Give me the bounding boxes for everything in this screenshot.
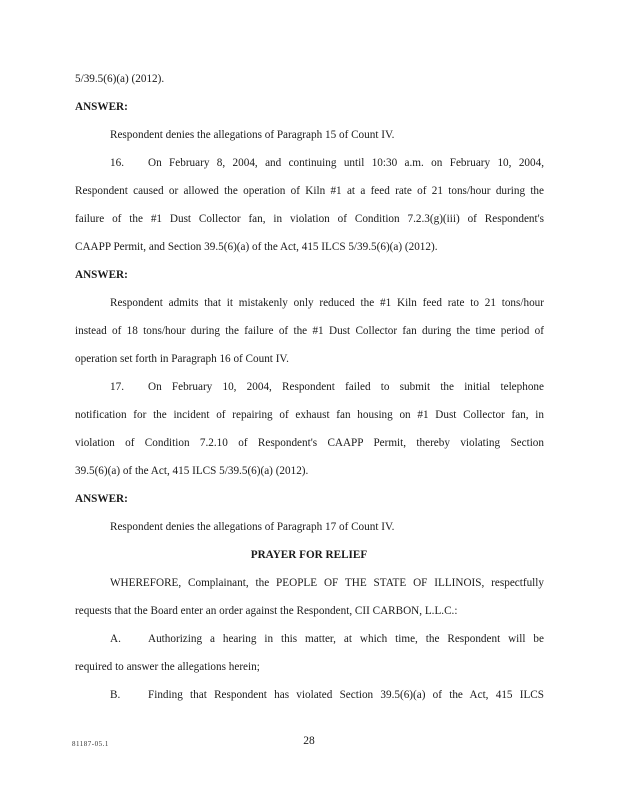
text-line: instead of 18 tons/hour during the failure of the #1 Dust Collector fan during the time period of — [75, 325, 544, 337]
document-id: 81187-05.1 — [72, 740, 109, 748]
text-line: CAAPP Permit, and Section 39.5(6)(a) of the Act, 415 ILCS 5/39.5(6)(a) (2012). — [75, 241, 438, 253]
answer-heading: ANSWER: — [75, 493, 128, 505]
text-line: requests that the Board enter an order against the Respondent, CII CARBON, L.L.C.: — [75, 605, 458, 617]
paragraph-number: 17. — [110, 381, 124, 393]
list-marker: B. — [110, 689, 121, 701]
section-heading: PRAYER FOR RELIEF — [250, 549, 368, 561]
text-line: Respondent admits that it mistakenly only reduced the #1 Kiln feed rate to 21 tons/hour — [110, 297, 544, 309]
text-line: Finding that Respondent has violated Section 39.5(6)(a) of the Act, 415 ILCS — [148, 689, 544, 701]
paragraph-number: 16. — [110, 157, 124, 169]
list-marker: A. — [110, 633, 121, 645]
text-line: 5/39.5(6)(a) (2012). — [75, 73, 165, 85]
text-line: 39.5(6)(a) of the Act, 415 ILCS 5/39.5(6)(a) (2012). — [75, 465, 309, 477]
text-line: required to answer the allegations herein; — [75, 661, 260, 673]
text-line: On February 10, 2004, Respondent failed to submit the initial telephone — [148, 381, 544, 393]
text-line: operation set forth in Paragraph 16 of Count IV. — [75, 353, 289, 365]
page-number: 28 — [303, 735, 315, 747]
text-line: notification for the incident of repairing of exhaust fan housing on #1 Dust Collector fan, in — [75, 409, 544, 421]
text-line: Respondent denies the allegations of Paragraph 17 of Count IV. — [110, 521, 395, 533]
text-line: Respondent denies the allegations of Paragraph 15 of Count IV. — [110, 129, 395, 141]
text-line: failure of the #1 Dust Collector fan, in violation of Condition 7.2.3(g)(iii) of Respondent's — [75, 213, 544, 225]
text-line: violation of Condition 7.2.10 of Respondent's CAAPP Permit, thereby violating Section — [75, 437, 544, 449]
text-line: Authorizing a hearing in this matter, at which time, the Respondent will be — [148, 633, 544, 645]
answer-heading: ANSWER: — [75, 269, 128, 281]
answer-heading: ANSWER: — [75, 101, 128, 113]
text-line: Respondent caused or allowed the operation of Kiln #1 at a feed rate of 21 tons/hour during the — [75, 185, 544, 197]
text-line: WHEREFORE, Complainant, the PEOPLE OF THE STATE OF ILLINOIS, respectfully — [110, 577, 544, 589]
text-line: On February 8, 2004, and continuing until 10:30 a.m. on February 10, 2004, — [148, 157, 544, 169]
